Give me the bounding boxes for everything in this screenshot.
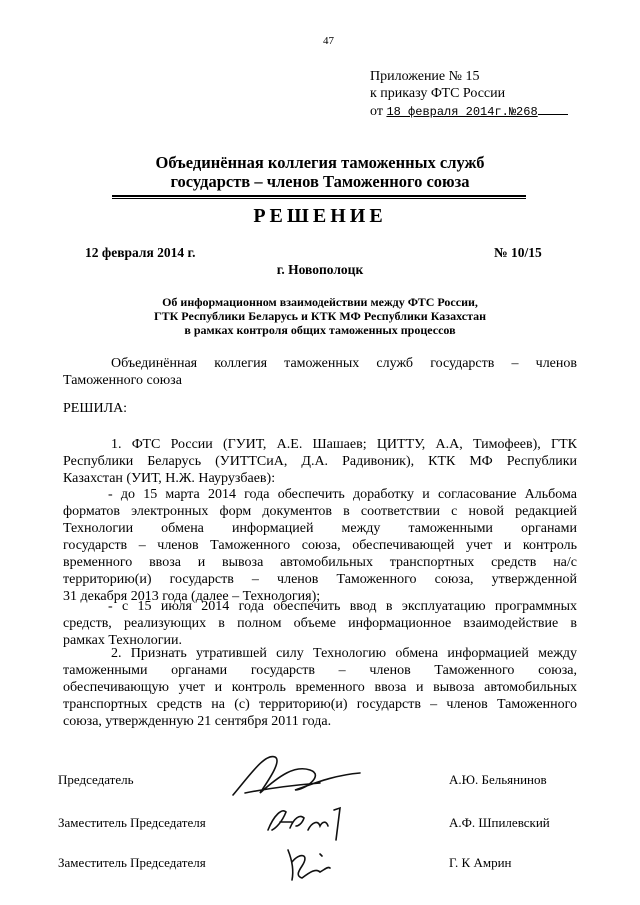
bullet-1-line: Технологии обмена информацией между таможенными органами — [63, 521, 577, 536]
organization-title-line-1: Объединённая коллегия таможенных служб — [155, 153, 485, 172]
bullet-1-line: - до 15 марта 2014 года обеспечить доработку и согласование Альбома — [108, 487, 577, 502]
signatory-name-deputy-1: А.Ф. Шпилевский — [449, 815, 550, 830]
subject-line-2: ГТК Республики Беларусь и КТК МФ Республики Казахстан — [153, 309, 487, 323]
signatory-name-chairman: А.Ю. Бельянинов — [449, 772, 547, 787]
bullet-1-line: временного ввоза и вывоза автомобильных транспортных средств на/с — [63, 555, 577, 570]
bullet-1-paragraph — [63, 486, 577, 605]
subject-line-1: Об информационном взаимодействии между ФТС России, — [162, 295, 478, 309]
intro-paragraph — [63, 355, 577, 389]
decision-number: № 10/15 — [494, 245, 542, 260]
item-2-line: транспортных средств на (с) территорию(и) государств – членов Таможенного — [63, 697, 577, 712]
item-2-line: таможенными органами государств – членов Таможенного союза, — [63, 663, 577, 678]
decision-date: 12 февраля 2014 г. — [85, 245, 196, 260]
subject-line-3: в рамках контроля общих таможенных процессов — [184, 323, 456, 337]
bullet-2-line: средств, реализующих в полном объеме информационное взаимодействие в — [63, 616, 577, 631]
item-1-line: Казахстан (УИТ, Н.Ж. Наурузбаев): — [63, 471, 276, 486]
intro-line: Таможенного союза — [63, 373, 182, 388]
signature-deputy-2 — [280, 842, 340, 887]
bullet-1-line: 31 декабря 2013 года (далее – Технология); — [63, 589, 321, 604]
decision-city: г. Новополоцк — [276, 262, 364, 277]
signature-deputy-1 — [262, 800, 357, 845]
item-2-paragraph — [63, 645, 577, 730]
signatory-role-deputy-1: Заместитель Председателя — [58, 815, 206, 830]
signatory-role-chairman: Председатель — [58, 772, 134, 787]
intro-line: Объединённая коллегия таможенных служб государств – членов — [111, 356, 577, 371]
title-divider — [112, 195, 526, 197]
appendix-prefix: от — [370, 104, 383, 119]
item-1-paragraph — [63, 436, 577, 487]
item-2-line: 2. Признать утратившей силу Технологию обмена информацией между — [111, 646, 577, 661]
bullet-1-line: форматов электронных форм документов в соответствии с новой редакцией — [63, 504, 577, 519]
item-2-line: союза, утвержденную 21 сентября 2011 года. — [63, 714, 332, 729]
signature-chairman — [225, 745, 375, 805]
bullet-2-line: - с 15 июля 2014 года обеспечить ввод в эксплуатацию программных — [108, 599, 577, 614]
appendix-order-date: 18 февраля 2014г.№268 — [386, 105, 538, 119]
organization-title-line-2: государств – членов Таможенного союза — [170, 172, 470, 191]
appendix-line-2: к приказу ФТС России — [370, 86, 506, 101]
appendix-line-3 — [370, 102, 568, 121]
bullet-1-line: государств – членов Таможенного союза, обеспечивающей учет и контроль — [63, 538, 577, 553]
appendix-underline — [538, 102, 568, 115]
item-1-line: Республики Беларусь (УИТТСиА, Д.А. Радивоник), КТК МФ Республики — [63, 454, 577, 469]
bullet-2-line: рамках Технологии. — [63, 633, 182, 648]
page-number: 47 — [323, 35, 334, 47]
appendix-line-1: Приложение № 15 — [370, 69, 480, 84]
resolved-heading: РЕШИЛА: — [63, 401, 128, 416]
signatory-name-deputy-2: Г. К Амрин — [449, 855, 512, 870]
bullet-1-line: территорию(и) государств – членов Таможенного союза, утвержденной — [63, 572, 577, 587]
title-divider-thin — [112, 198, 526, 199]
bullet-2-paragraph — [63, 598, 577, 649]
item-1-line: 1. ФТС России (ГУИТ, А.Е. Шашаев; ЦИТТУ, А.А, Тимофеев), ГТК — [111, 437, 577, 452]
decision-title: РЕШЕНИЕ — [253, 205, 387, 227]
item-2-line: обеспечивающую учет и контроль временного ввоза и вывоза автомобильных — [63, 680, 577, 695]
signatory-role-deputy-2: Заместитель Председателя — [58, 855, 206, 870]
